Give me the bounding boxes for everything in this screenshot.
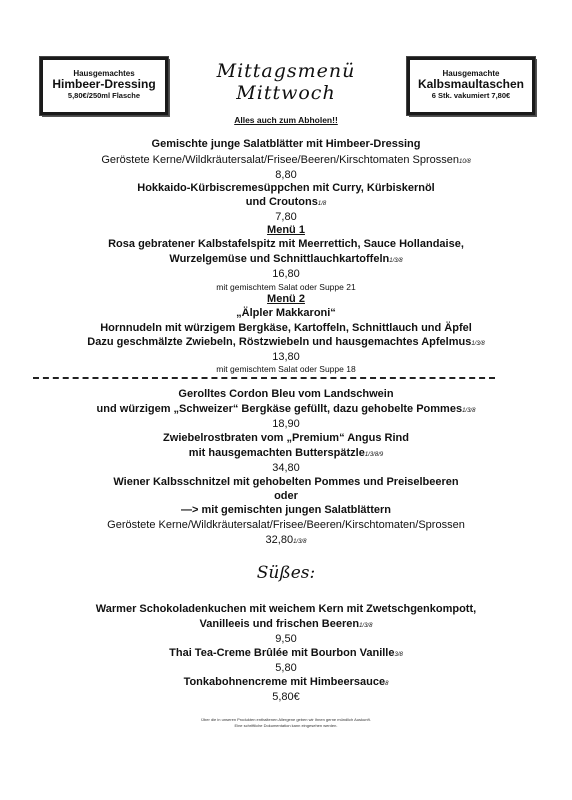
dish-line: oder	[274, 490, 298, 502]
dish-line: und Croutons1/8	[245, 196, 327, 208]
dish-line: Gerolltes Cordon Bleu vom Landschwein	[178, 388, 394, 400]
promo-line2: Himbeer-Dressing	[52, 77, 156, 91]
dessert-line: Vanilleeis und frischen Beeren1/3/8	[199, 618, 373, 630]
side-note: mit gemischtem Salat oder Suppe 18	[216, 364, 356, 374]
dish-line: mit hausgemachten Butterspätzle1/3/8/9	[188, 447, 384, 459]
dessert-line: Tonkabohnencreme mit Himbeersauce8	[183, 676, 389, 688]
price: 7,80	[275, 211, 297, 223]
dessert-line: Warmer Schokoladenkuchen mit weichem Kern mit Zwetschgenkompott,	[95, 603, 477, 615]
dish-line: Hornnudeln mit würzigem Bergkäse, Kartoffeln, Schnittlauch und Äpfel	[100, 322, 472, 334]
promo-line1: Hausgemachtes	[73, 69, 135, 78]
menu-1-heading: Menü 1	[267, 224, 305, 236]
dish-line: Geröstete Kerne/Wildkräutersalat/Frisee/Beeren/Kirschtomaten/Sprossen	[107, 519, 465, 531]
menu-title: Mittagsmenü Mittwoch	[216, 60, 356, 104]
allergen-footer-2: Eine schriftliche Dokumentation kann eingesehen werden.	[234, 723, 338, 728]
dish-line: Wurzelgemüse und Schnittlauchkartoffeln1/3/8	[169, 253, 403, 265]
price: 9,50	[275, 633, 297, 645]
dish-line: Zwiebelrostbraten vom „Premium“ Angus Rind	[163, 432, 409, 444]
dessert-line: Thai Tea-Creme Brûlée mit Bourbon Vanille3/8	[169, 647, 403, 659]
price: 5,80	[275, 662, 297, 674]
price: 13,80	[272, 351, 300, 363]
promo-line2: Kalbsmaultaschen	[417, 77, 525, 91]
promo-line1: Hausgemachte	[442, 69, 500, 78]
separator-line	[33, 377, 495, 379]
promo-box-dressing	[40, 57, 168, 115]
promo-box-maultaschen	[407, 57, 535, 115]
dish-line: und würzigem „Schweizer“ Bergkäse gefüllt, dazu gehobelte Pommes1/3/8	[96, 403, 476, 415]
dish-line: Geröstete Kerne/Wildkräutersalat/Frisee/Beeren/Kirschtomaten Sprossen10/8	[101, 154, 471, 166]
price: 18,90	[272, 418, 300, 430]
side-note: mit gemischtem Salat oder Suppe 21	[216, 282, 356, 292]
dessert-heading: Süßes:	[256, 563, 316, 583]
price: 34,80	[272, 462, 300, 474]
dish-line: „Älpler Makkaroni“	[236, 307, 336, 319]
promo-line3: 5,80€/250ml Flasche	[67, 91, 141, 100]
menu-2-heading: Menü 2	[267, 293, 305, 305]
dish-line: Rosa gebratener Kalbstafelspitz mit Meerrettich, Sauce Hollandaise,	[108, 238, 464, 250]
dish-line: Hokkaido-Kürbiscremesüppchen mit Curry, Kürbiskernöl	[137, 182, 435, 194]
pickup-note: Alles auch zum Abholen!!	[234, 115, 338, 125]
price: 16,80	[272, 268, 300, 280]
dish-line: Gemischte junge Salatblätter mit Himbeer-Dressing	[151, 138, 421, 150]
price: 5,80€	[272, 691, 300, 703]
price: 8,80	[275, 169, 297, 181]
allergen-footer-1: Über die in unseren Produkten enthaltenen Allergene geben wir Ihnen gerne mündlich Auskunft.	[201, 717, 371, 722]
dish-line: Dazu geschmälzte Zwiebeln, Röstzwiebeln und hausgemachtes Apfelmus1/3/8	[87, 336, 485, 348]
dish-line: —> mit gemischten jungen Salatblättern	[181, 504, 391, 516]
promo-line3: 6 Stk. vakumiert 7,80€	[431, 91, 511, 100]
price: 32,801/3/8	[265, 534, 307, 546]
dish-line: Wiener Kalbsschnitzel mit gehobelten Pommes und Preiselbeeren	[113, 476, 459, 488]
